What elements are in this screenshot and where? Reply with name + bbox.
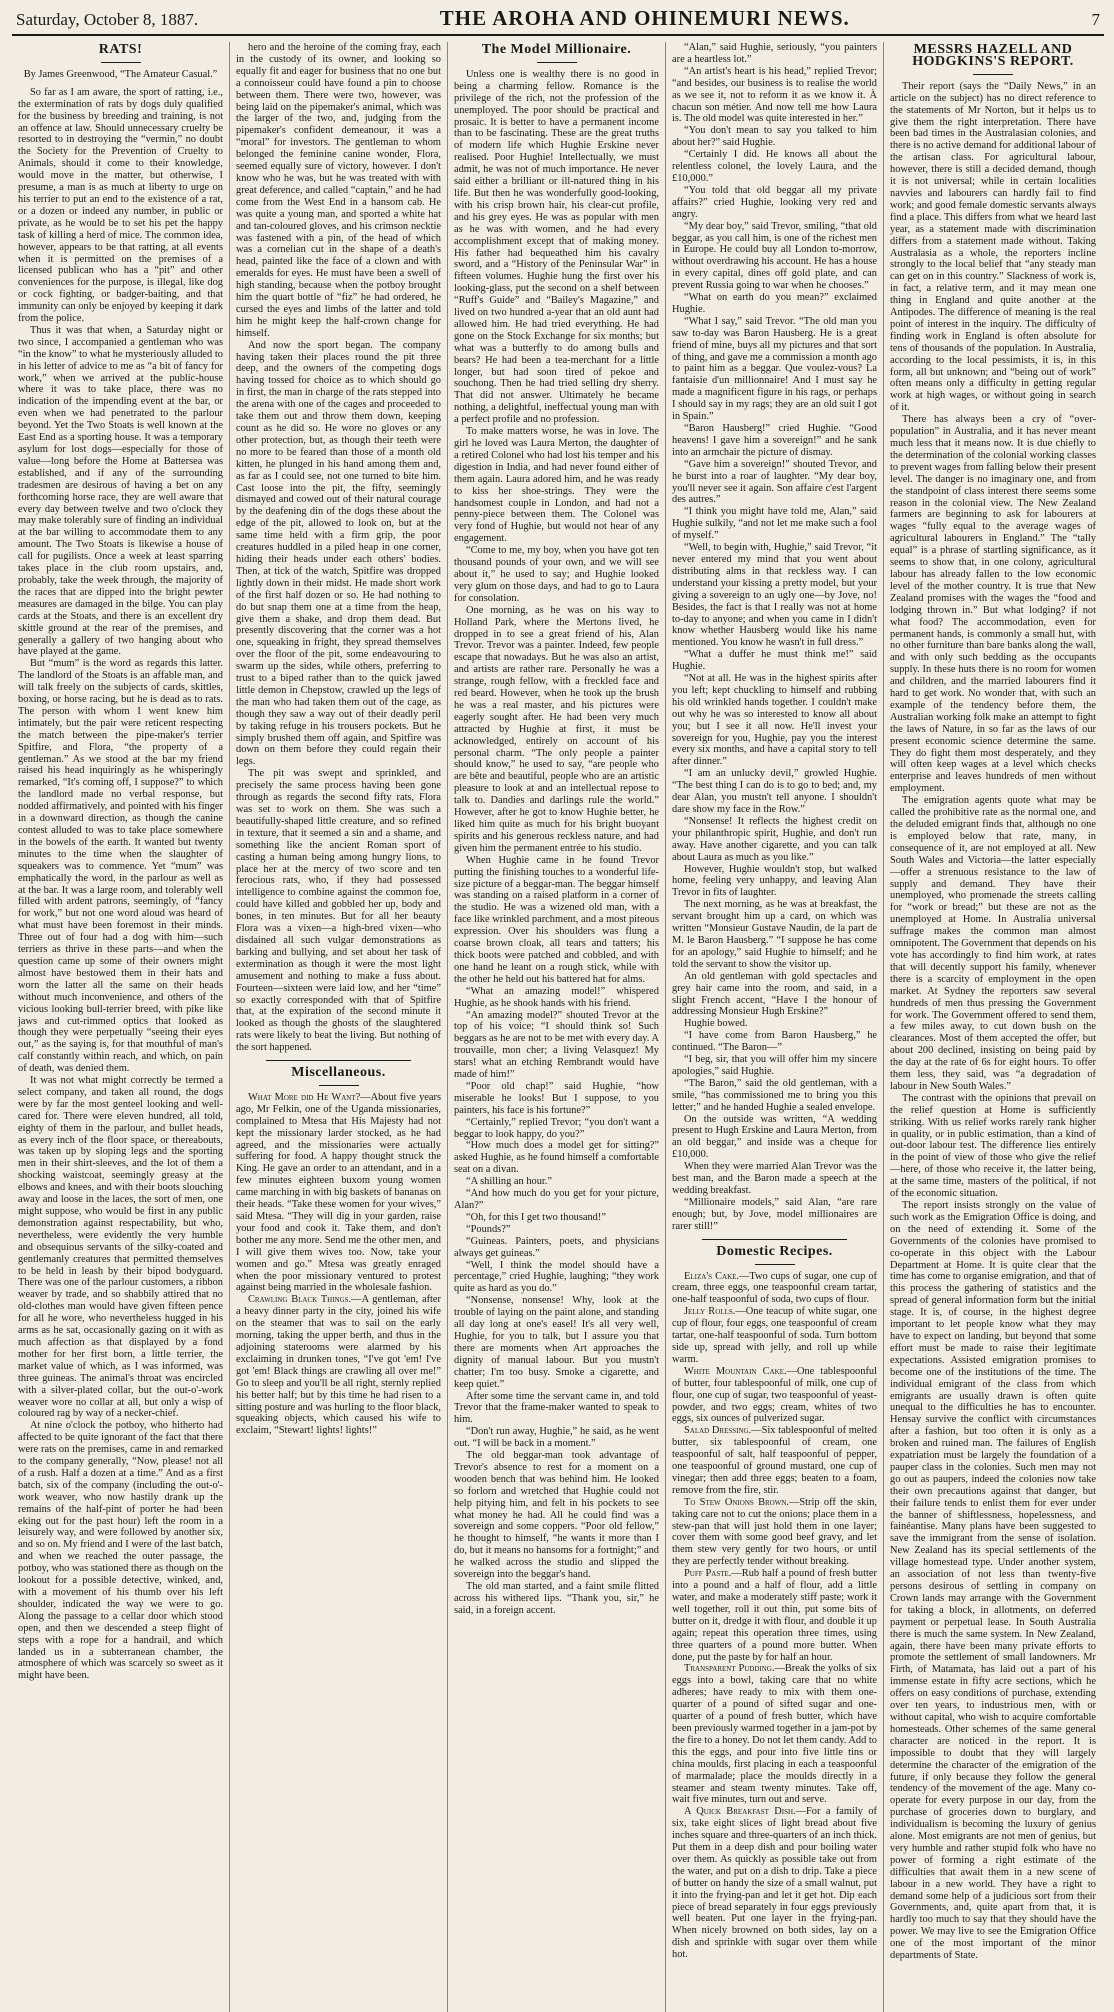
article-paragraph: But “mum” is the word as regards this latter. The landlord of the Stoats is an affable man, and will talk freely on the subjects of cards, skittles, boxing, or horse racing, but he is dead as to rats. The person with whom I went knew him intimately, but the pair were reticent respecting the match between the pipe-maker's terrier Spitfire, and Flora, “the property of a gentleman.” As we stood at the bar my friend raised his head inquiringly as he whisperingly remarked, “It's coming off, I suppose?” to which the landlord made no verbal response, but nodded affirmatively, and pointed with his finger in a downward direction, as though the canine contest alluded to was to take place somewhere in the bowels of the earth. It wanted but twenty minutes to the time when the slaughter of squeakers was to commence. Yet “mum” was emphatically the word, in the parlour as well as at the bar. It was a large room, and tolerably well filled with ardent patrons, seemingly, of “fancy for work,” but not one word aloud was heard of what must have been foremost in their minds. Three out of four had a dog with him—such terriers as thrive in these parts—and when the question came up some of their owners might almost have bestowed them in their hats and worn the latter all the same on their heads without much inconvenience, and others of the vicious looking bull-terrier breed, with pike like jaws and cut-rimmed optics that looked as though they were perpetually “seeing their eyes out,” as the saying is, for that mouthful of man's calf constantly within reach, and which, on pain of death, was denied them. — [18, 658, 223, 1075]
article-paragraph: “What I say,” said Trevor. “The old man you saw to-day was Baron Hausberg. He is a great friend of mine, buys all my pictures and that sort of thing, and gave me a commission a month ago to paint him as a beggar. Que voulez-vous? La fantaisie d'un millionnaire! And I must say he made a magnificent figure in his rags, or perhaps I should say in my rags; they are an old suit I got in Spain.” — [672, 315, 877, 423]
article-title-rats: RATS! — [98, 42, 143, 57]
recipe-item — [672, 1663, 877, 1806]
article-paragraph: So far as I am aware, the sport of ratting, i.e., the extermination of rats by dogs duly qualified for the business by breeding and training, is not an offence at law. Should unnecessary cruelty be resorted to in destroying the “vermin,” no doubt the Society for the Prevention of Cruelty to Animals, should it come to their knowledge, would move in the matter, but otherwise, I presume, a man is as much at liberty to urge on his terrier to put an end to the existence of a rat, or a dozen or indeed any number, in public or private, as he would be to set his pet the happy task of killing a herd of mice. The common idea, however, appears to be that ratting, at all events when it is permitted on the premises of a licensed publican who has a “pit” and other conveniences for the purpose, is illegal, like dog or cock fighting, or badger-baiting, and that immunity can only be enjoyed by keeping it dark from the police. — [18, 86, 223, 325]
recipe-item — [672, 1806, 877, 1961]
article-paragraph: hero and the heroine of the coming fray, each in the custody of its owner, and looking so equally fit and eager for business that no one but a connoisseur could have found a pin to choose between them. There were two, however, was being laid on the pipemaker's animal, which was the larger of the two, and, judging from the pipemaker's confident demeanour, it was a “moral” for investors. The gentleman to whom belonged the feminine canine wonder, Flora, seemed equally sure of victory, however. I don't know who he was, but he was treated with with great deference, and called “captain,” and he had come from the West End in a hansom cab. He was quite a young man, and sported a white hat and tan-coloured gloves, and his crimson necktie was fastened with a pin, of the head of which was a cornelian cut in the shape of a death's head, painted like the face of a clown and with emeralds for eyes. He must have been a swell of high standing, because when the potboy brought him the quart bottle of “fiz” he had ordered, he cursed the eyes and limbs of the latter and told him he might keep the half-crown change for himself. — [236, 42, 441, 339]
recipe-body: —Rub half a pound of fresh butter into a pound and a half of flour, add a little water, and make a moderately stiff paste; work it well together, roll it out thin, put some bits of butter on it, dredge it with flour, and double it up again; repeat this operation three times, using three quarters of a pound more butter. When done, put the paste by for half an hour. — [672, 1568, 877, 1663]
article-paragraph: An old gentleman with gold spectacles and grey hair came into the room, and said, in a slight French accent, “Have I the honour of addressing Monsieur Hugh Erskine?” — [672, 970, 877, 1018]
recipe-item — [672, 1497, 877, 1568]
article-paragraph: “Certainly,” replied Trevor; “you don't want a beggar to look happy, do you?” — [454, 1116, 659, 1140]
article-paragraph: On the outside was written, “A wedding present to Hugh Erskine and Laura Merton, from an old beggar,” and inside was a cheque for £10,000. — [672, 1113, 877, 1161]
recipe-body: —One tablespoonful of butter, four tablespoonful of milk, one cup of flour, one cup of sugar, two teaspoonful of yeast-powder, and two eggs; cream, whites of two eggs, six ounces of pulverized sugar. — [672, 1365, 877, 1425]
article-paragraph: The emigration agents quote what may be called the prohibitive rate as the normal one, and the deluded emigrant finds that, although no one is employed below that rate, many, in consequence of it, are not employed at all. New South Wales and Victoria—the latter especially—offer a strenuous resistance to the law of supply and demand. They have their unemployed, who promenade the streets calling for “work or bread;” but these are not as the unemployed at Home. In Australia universal suffrage makes the common man almost omnipotent. The Government that depends on his vote has accordingly to find him work, at rates that will decently support his family, whenever there is a scarcity of employment in the open market. At Sydney the reporters saw several hundreds of men thus pressing the Government for work. The Government offered to send them, a few miles away, to cut down bush on the clearances. Most of them accepted the offer, but about 200 declined, insisting on being paid by the day at the rate of 6s for eight hours. To offer them less, they said, was “a degradation of labour in New South Wales.” — [890, 795, 1096, 1092]
article-paragraph: There has always been a cry of “over-population” in Australia, and it has never meant much less that it means now. It is due chiefly to the determination of the colonial working classes to prevent wages from falling below their present level. The danger is no imaginary one, and from the standpoint of class interest there seems some reason in the colonial view. The New Zealand farmers are beginning to ask for labourers at wages “fully equal to the average wages of agricultural labourers in England.” The “tally equal” is a phrase of startling significance, as it seems to show that, in one colony, agricultural labour has already fallen to the low economic level of the mother country. It is true that New Zealand promises with the wages the “food and lodging thrown in.” But what lodging? if not what food? The accommodation, even for permanent hands, is commonly a small hut, with no other furniture than bare banks along the wall, and with only such bedding as the occupants supply. In these huts there is no room for women and children, and the married labourers find it hard to get work. No wonder that, with such an example of the tendency before them, the Australian working folk make an attempt to fight the laws of Nature, in so far as the laws of our present economic science determine the same. They do fight them most desperately, and they will often keep wages at a level which checks enterprise and leaves hundreds of men without employment. — [890, 414, 1096, 795]
article-paragraph: “Pounds?” — [466, 1223, 511, 1235]
article-paragraph: The contrast with the opinions that prevail on the relief question at Home is sufficiently striking. With us relief works rarely rank higher in quality, or in public estimation, than a kind of out-door labour test. The difference lies entirely in the point of view of those who give the relief—here, of those who receive it, the latter being, at the same time, masters of the political, if not of the economic situation. — [890, 1092, 1096, 1200]
article-paragraph: One morning, as he was on his way to Holland Park, where the Mertons lived, he dropped in to see a great friend of his, Alan Trevor. Trevor was a painter. Indeed, few people escape that nowadays. But he was also an artist, and artists are rather rare. Personally he was a strange, rough fellow, with a freckled face and red beard. However, when he took up the brush he was a real master, and his pictures were eagerly sought after. He had been very much attracted by Hughie at first, it must be acknowledged, entirely on account of his personal charm. “The only people a painter should know,” he used to say, “are people who are bête and beautiful, people who are an artistic pleasure to look at and an intellectual repose to talk to. Dandies and darlings rule the world.” However, after he got to know Hughie better, he liked him quite as much for his bright buoyant spirits and his generous reckless nature, and had given him the permanent entrée to his studio. — [454, 604, 659, 854]
article-paragraph: When they were married Alan Trevor was the best man, and the Baron made a speech at the wedding breakfast. — [672, 1161, 877, 1196]
columns — [12, 42, 1104, 2012]
recipe-item — [672, 1568, 877, 1663]
article-paragraph: Unless one is wealthy there is no good in being a charming fellow. Romance is the privilege of the rich, not the profession of the unemployed. The poor should be practical and prosaic. It is better to have a permanent income than to be fascinating. These are the great truths of modern life which Hughie Erskine never realised. Poor Hughie! Intellectually, we must admit, he was not of much importance. He never said either a brilliant or ill-natured thing in his life. But then he was wonderfully good-looking, with his crisp brown hair, his clear-cut profile, and his grey eyes. He was as popular with men as he was with women, and he had every accomplishment except that of making money. His father had bequeathed him his cavalry sword, and a “History of the Peninsular War” in fifteen volumes. Hughie hung the first over his looking-glass, put the second on a shelf between “Ruff's Guide” and “Bailey's Magazine,” and lived on two hundred a-year that an old aunt had allowed him. He had tried everything. He had gone on the Stock Exchange for six months; but what was a butterfly to do among bulls and bears? He had been a tea-merchant for a little longer, but had soon tired of pekoe and souchong. Then he had tried selling dry sherry. That did not answer. Ultimately he became nothing, a delightful, ineffectual young man with a perfect profile and no profession. — [454, 68, 659, 426]
recipe-heading: To Stew Onions Brown. — [684, 1496, 789, 1508]
article-paragraph: The old beggar-man took advantage of Trevor's absence to rest for a moment on a wooden bench that was behind him. He looked so forlorn and wretched that Hughie could not help pitying him, and felt in his pockets to see what money he had. All he could find was a sovereign and some coppers. “Poor old fellow,” he thought to himself, “he wants it more than I do, but it means no hansoms for a fortnight;” and he walked across the studio and slipped the sovereign into the beggar's hand. — [454, 1450, 659, 1581]
article-paragraph: “Well, to begin with, Hughie,” said Trevor, “it never entered my mind that you went about distributing alms in that reckless way. I can understand your kissing a pretty model, but your giving a sovereign to an ugly one—by Jove, no! Besides, the fact is that I really was not at home to-day to anyone; and when you came in I didn't know whether Hausberg would like his name mentioned. You know he wasn't in full dress.” — [672, 542, 877, 649]
article-paragraph: “What an amazing model!” whispered Hughie, as he shook hands with his friend. — [454, 985, 659, 1009]
misc-item — [236, 1294, 441, 1437]
column-2 — [230, 42, 448, 2012]
misc-item-body: —A gentleman, after a heavy dinner party in the city, joined his wife on the steamer that was to sail on the early morning, taking the upper berth, and thus in the adjoining staterooms were alarmed by his exclaiming in drunken tones, “I've got 'em! I've got 'em! Black things are crawling all over me!” Go to sleep and you'll be all right, sternly replied his better half; but by this time he had risen to a sitting posture and was hurling to the floor black, squeaking objects, which caused his wife to exclaim, “Stewart! lights! lights!” — [236, 1294, 442, 1437]
page-number: 7 — [1091, 10, 1100, 29]
article-paragraph: “Not at all. He was in the highest spirits after you left; kept chuckling to himself and rubbing his old wrinkled hands together. I couldn't make out why he was so interested to know all about you; but I see it all now. He'll invest your sovereign for you, Hughie, pay you the interest every six months, and have a capital story to tell after dinner.” — [672, 673, 877, 768]
recipe-body: —Six tablespoonful of melted butter, six tablespoonful of cream, one teaspoonful of salt, half teaspoonful of pepper, one teaspoonful of ground mustard, one cup of vinegar; then add three eggs; beaten to a foam, remove from the fire, stir. — [672, 1425, 877, 1496]
article-paragraph: “Gave him a sovereign!” shouted Trevor, and he burst into a roar of laughter. “My dear boy, you'll never see it again. Son affaire c'est l'argent des autres.” — [672, 458, 877, 506]
column-5 — [884, 42, 1102, 2012]
recipe-heading: Transparent Pudding. — [684, 1663, 775, 1675]
recipe-heading: Eliza's Cake. — [684, 1270, 740, 1282]
divider — [319, 1085, 359, 1086]
article-paragraph: “Certainly I did. He knows all about the relentless colonel, the lovely Laura, and the £10,000.” — [672, 149, 877, 184]
misc-item — [236, 1092, 441, 1294]
article-paragraph: “I have come from Baron Hausberg,” he continued. “The Baron—” — [672, 1030, 877, 1054]
article-paragraph: “My dear boy,” said Trevor, smiling, “that old beggar, as you call him, is one of the richest men in Europe. He could buy all London to-morrow, without overdrawing his account. He has a house in every capital, dines off gold plate, and can prevent Russia going to war when he chooses.” — [672, 220, 877, 292]
article-paragraph: “Guineas. Painters, poets, and physicians always get guineas.” — [454, 1235, 659, 1259]
recipe-body: —One teacup of white sugar, one cup of flour, four eggs, one teaspoonful of cream tartar, one-half teaspoonful of soda. Turn bottom side up, spread with jelly, and roll up while warm. — [672, 1306, 877, 1365]
recipe-body: —Two cups of sugar, one cup of cream, three eggs, one teaspoonful cream tartar, one-half teaspoonful of soda, two cups of flour. — [672, 1270, 878, 1306]
article-paragraph: The pit was swept and sprinkled, and precisely the same process having been gone through as regards the second fifty rats, Flora was set to work on them. She was such a beautifully-shaped little creature, and so refined in texture, that it seemed a sin and a shame, and something like the ancient Roman sport of casting a human being among hungry lions, to place her at the mercy of two score and ten ferocious rats, who, if they had possessed intelligence to combine against the common foe, could have killed and gobbled her up, body and bones, in ten minutes. But for all her beauty Flora was a vixen—a high-bred vixen—who disdained all such vulgar demonstrations as barking and bullying, and set about her task of extermination as though it were the most light amusement and nothing to make a fuss about. Fourteen—sixteen were laid low, and her “time” so exactly corresponded with that of Spitfire that, at the expiration of the second minute it looked as though the ghosts of the slaughtered rats were likely to beat the living. But nothing of the sort happened. — [236, 768, 441, 1054]
recipe-heading: White Mountain Cake. — [684, 1365, 787, 1377]
divider — [537, 62, 577, 63]
recipe-item — [672, 1306, 877, 1366]
divider — [973, 74, 1013, 75]
recipe-heading: A Quick Breakfast Dish. — [684, 1806, 796, 1818]
recipe-item — [672, 1425, 877, 1496]
article-paragraph: “I think you might have told me, Alan,” said Hughie sulkily, “and not let me make such a fool of myself.” — [672, 506, 877, 542]
article-paragraph: The report insists strongly on the value of such work as the Emigration Office is doing, and on the need of extending it. Some of the Governments of the colonies have promised to co-operate in this object with the Labour Department at Home. It is quite clear that the time has come to organise emigration, and that of this process the gathering of statistics and the spread of general information form but the initial stage. It is, of course, in the highest degree important to let people know what they may have to expect on landing, but beyond that some effort must be made to raise their legitimate expectations. Assisted emigration promises to become one of the institutions of the time. The individual emigrant of the class from which emigrants are usually drawn is often quite unequal to the difficulties he has to encounter. Hensay survive the conflict with circumstances after a fashion, but too often it is only as a broken and ruined man. The failures of English expatriation must be largely the foundation of a pauper class in the colonies. Such men may not go out as paupers, indeed the colonies now take their own precautions against that danger, but their failure tends to enlist them for ever under the banner of shiftlessness, hopelessness, and fainéantise. Many plans have been suggested to save the immigrant from the sense of isolation. New Zealand has its special settlements of the village homestead type. Under another system, an association of not less than twenty-five persons desirous of settling in company on Crown lands may arrange with the Government for taking a block, in allotments, on deferred payment or perpetual lease. In South Australia there is much the same system. In New Zealand, again, there have been many private efforts to promote the settlement of small landowners. Mr Firth, of Matamata, has laid out a part of his immense estate in fifty acre sections, which he offers on easy conditions of purchase, extending over ten years, to industrious men, with or without capital, who wish to acquire comfortable homesteads. Other schemes of the same general character are noticed in the report. It is impossible to doubt that they will largely determine the character of the emigration of the future, if only because they follow the general tendency of the movement of the age. Many co-operate for every purpose in our day, from the purchase of groceries down to burglary, and individualism is becoming the luxury of genius alone. Most emigrants are not men of genius, but very humble and rather stupid folk who have no power of forming a right estimate of the difficulties that await them in a new scene of labour in a new world. They have a right to demand some help of a judicious sort from their Governments, and, quite apart from that, it is hardly too much to say that they should have the power. We may live to see the Emigration Office one of the most important of the minor departments of State. — [890, 1200, 1096, 1962]
article-paragraph: “What on earth do you mean?” exclaimed Hughie. — [672, 292, 877, 315]
article-title-model-millionaire: The Model Millionaire. — [481, 42, 632, 57]
article-paragraph: It was not what might correctly be termed a select company, and taken all round, the dogs were by far the most genteel looking and well-cared for. There were eleven hundred, all told, eighty of them in the parlour, and bullet heads, as every inch of the floor space, or thereabouts, was taken up by sloping legs and the sporting men in their shirt-sleeves, and the lot of them a shocking waistcoat, seemingly greasy at the elbows and knees, and with their boots slouching away and loose in the laces, the sort of men, one might suppose, who would be first in any public demonstration against respectability, but who, nevertheless, were evidently the very humble and obsequious servants of the silky-coated and gentlemanly creatures that permitted themselves to be held in leash by their bipod bodyguard. There was one of the parlour customers, a ribbon weaver by trade, and so shabbily attired that no old-clothes man would have given fifteen pence for all he wore, who nevertheless hugged in his arms as he sat, occasionally gazing on it with as much affection as that displayed by a fond mother for her first born, a little terrier, the market value of which, as I was informed, was three guineas. The animal's throat was encircled with a silver-plated collar, but the out-o'-work weaver wore no collar at all, but only a wisp of coloured rag by way of a necker-chief. — [18, 1075, 223, 1420]
section-title-miscellaneous: Miscellaneous. — [291, 1065, 386, 1081]
article-paragraph: “I beg, sir, that you will offer him my sincere apologies,” said Hughie. — [672, 1054, 877, 1077]
misc-item-body: —About five years ago, Mr Felkin, one of the Uganda missionaries, complained to Mtesa that His Majesty had not kept the missionary larder stocked, as he had agreed, and the missionaries were actually suffering for food. A happy thought struck the King. He gave an order to an attendant, and in a few minutes eighteen buxom young women came marching in with big baskets of bananas on their heads. “Take these women for your wives,” said Mtesa. “They will dig in your garden, raise your food and cook it. Take them, and don't bother me any more. Send me the other men, and I will give them wives too. Now, take your women and go.” Mtesa was greatly enraged when the poor missionary ventured to protest against being married in the wholesale fashion. — [236, 1091, 441, 1294]
article-paragraph: “Alan,” said Hughie, seriously, “you painters are a heartless lot.” — [672, 42, 877, 65]
article-paragraph: “Poor old chap!” said Hughie, “how miserable he looks! But I suppose, to you painters, his face is his fortune?” — [454, 1080, 659, 1116]
article-paragraph: At nine o'clock the potboy, who hitherto had affected to be quite ignorant of the fact that there were rats on the premises, came in and remarked to the company generally, “Now, please! not all of a rush. Half a dozen at a time.” And as a first batch, six of the company (including the out-o'-work weaver, who now hastily drank up the remains of the half-pint of porter he had been eking out for the past hour) left the room in a leisurely way, and were followed by another six, and so on. My friend and I were of the last batch, and when we reached the outer passage, the potboy, who was stationed there as though on the lookout for a possible detective, winked, and, with a movement of his thumb over his left shoulder, indicated the way we were to go. Along the passage to a cellar door which stood open, and then we descended a steep flight of steps with a rope for a handrail, and which landed us in a subterranean chamber, the atmosphere of which was scarcely so sweet as it might have been. — [18, 1420, 223, 1682]
article-paragraph: Their report (says the “Daily News,” in an article on the subject) has no direct reference to the statements of Mr Norton, but it helps us to give them the right interpretation. There have been bad times in the Australasian colonies, and there is no active demand for additional labour of the artisan class. For agricultural labour, however, there is still a decided demand, though it is not universal; while in certain localities navvies and labourers can hardly fail to find work; and good female domestic servants always find a place. This differs from what we heard last year, as a statement made with discrimination differs from a statement made without. Taking Australasia as a whole, the reporters incline strongly to the local belief that “any steady man can get on in this country.” Slackness of work is, in fact, a relative term, and it may mean one thing in England and quite another at the Antipodes. The difference of meaning is the real point of interest in the inquiry. The difficulty of finding work in England is often absolute for tens of thousands of the population. In Australia, according to the local pessimists, it is, in this form, all but unknown; and “being out of work” often means only a difficulty in getting regular work at high wages, or without going in search of it. — [890, 80, 1096, 414]
article-paragraph: “Millionaire models,” said Alan, “are rare enough; but, by Jove, model millionaires are rarer still!” — [672, 1196, 877, 1232]
article-paragraph: “Well, I think the model should have a percentage,” cried Hughie, laughing; “they work quite as hard as you do.” — [454, 1259, 659, 1295]
newspaper-title: THE AROHA AND OHINEMURI NEWS. — [439, 6, 850, 30]
recipe-item — [672, 1366, 877, 1426]
article-paragraph: And now the sport began. The company having taken their places round the pit three deep, and the owners of the competing dogs having tossed for choice as to which should go in first, the man in charge of the rats stepped into the arena with one of the cages and proceeded to take them out and throw them down, keeping count as he did so. He wore no gloves or any other protection, but, as though their teeth were no more to be feared than those of a month old kitten, he plunged in his hand among them and, as far as I could see, not one turned to bite him. Cast loose into the pit, the fifty, seemingly dismayed and cowed out of their natural courage by the deafening din of the dogs these about the edge of the pit, allowed to look on, but at the same time held with a firm grip, the poor creatures huddled in a piled heap in one corner, hiding their heads under each others' bodies. Then, at tick of the watch, Spitfire was dropped lightly down in their midst. He made short work of the first half dozen or so. He had nothing to do but snap them one at a time from the heap, give them a shake, and drop them dead. But presently discovering that the corner was a hot one, squeaking in fright, they spread themselves over the floor of the pit, some endeavouring to swarm up the sides, while others, preferring to trust to a biped rather than to the quick jawed little demon in Chepstow, crawled up the legs of the man who had taken them out of the cage, as though they saw a way out of their deadly peril by taking refuge in his trousers pockets. But he simply brushed them off again, and Spitfire was down on them before they could regain their legs. — [236, 339, 441, 768]
column-3 — [448, 42, 666, 2012]
masthead — [12, 6, 1104, 36]
misc-item-heading: What More did He Want? — [248, 1091, 361, 1103]
article-paragraph: “You don't mean to say you talked to him about her?” said Hughie. — [672, 125, 877, 149]
column-1 — [12, 42, 230, 2012]
article-paragraph: “A shilling an hour.” — [466, 1176, 553, 1188]
recipe-body: —Strip off the skin, taking care not to cut the onions; place them in a stew-pan that will just hold them in one layer; cover them with some good beef gravy, and let them stew very gently for two hours, or until they are perfectly tender without breaking. — [672, 1496, 877, 1568]
article-paragraph: “The Baron,” said the old gentleman, with a smile, “has commissioned me to bring you this letter;” and he handed Hughie a sealed envelope. — [672, 1077, 877, 1113]
article-paragraph: “Nonsense, nonsense! Why, look at the trouble of laying on the paint alone, and standing all day long at one's easel! It's all very well, Hughie, for you to talk, but I assure you that there are moments when Art approaches the dignity of manual labour. But you mustn't chatter; I'm too busy. Smoke a cigarette, and keep quiet.” — [454, 1295, 659, 1390]
misc-item-heading: Crawling Black Things. — [248, 1294, 352, 1306]
column-4 — [666, 42, 884, 2012]
article-title-hazell-hodgkins-report: MESSRS HAZELL AND HODGKINS'S REPORT. — [912, 42, 1074, 69]
recipe-heading: Salad Dressing. — [684, 1425, 752, 1437]
article-paragraph: “Come to me, my boy, when you have got ten thousand pounds of your own, and we will see about it,” he used to say; and Hughie looked very glum on those days, and had to go to Laura for consolation. — [454, 545, 659, 604]
article-paragraph: However, Hughie wouldn't stop, but walked home, feeling very unhappy, and leaving Alan Trevor in fits of laughter. — [672, 863, 877, 899]
article-paragraph: To make matters worse, he was in love. The girl he loved was Laura Merton, the daughter of a retired Colonel who had lost his temper and his digestion in India, and had never found either of them again. Laura adored him, and he was ready to kiss her shoe-strings. They were the handsomest couple in London, and had not a penny-piece between them. The Colonel was very fond of Hughie, but would not hear of any engagement. — [454, 426, 659, 545]
article-paragraph: The old man started, and a faint smile flitted across his withered lips. “Thank you, sir,” he said, in a foreign accent. — [454, 1581, 659, 1616]
article-paragraph: “What a duffer he must think me!” said Hughie. — [672, 649, 877, 673]
article-paragraph: The next morning, as he was at breakfast, the servant brought him up a card, on which was written “Monsieur Gustave Naudin, de la part de M. le Baron Hausberg.” “I suppose he has come for an apology,” said Hughie to himself; and he told the servant to show the visitor up. — [672, 899, 877, 970]
divider — [101, 62, 141, 63]
article-paragraph: “An amazing model?” shouted Trevor at the top of his voice; “I should think so! Such beggars as he are not to be met with every day. A trouvaille, mon cher; a living Velasquez! My stars! what an etching Rembrandt would have made of him!” — [454, 1009, 659, 1081]
article-paragraph: “Oh, for this I get two thousand!” — [466, 1211, 606, 1223]
recipe-heading: Puff Paste. — [684, 1568, 732, 1580]
article-paragraph: “How much does a model get for sitting?” asked Hughie, as he found himself a comfortable seat on a divan. — [454, 1140, 659, 1176]
divider — [266, 1060, 411, 1061]
article-byline: By James Greenwood, “The Amateur Casual.” — [23, 68, 218, 80]
recipe-body: —Break the yolks of six eggs into a bowl, taking care that no white adheres; have ready to mix with them one-quarter of a pound of sifted sugar and one-quarter of a pound of fresh butter, which have been previously warmed together in a jam-pot by the fire to a honey. Do not let them candy. Add to this the eggs, and pour into five little tins or china moulds, first placing in each a teaspoonful of marmalade; place the moulds directly in a steamer and steam twenty minutes. Take off, wait five minutes, turn out and serve. — [672, 1663, 877, 1806]
article-paragraph: “I am an unlucky devil,” growled Hughie. “The best thing I can do is to go to bed; and, my dear Alan, you mustn't tell anyone. I shouldn't dare show my face in the Row.” — [672, 768, 877, 815]
article-paragraph: “Don't run away, Hughie,” he said, as he went out. “I will be back in a moment.” — [454, 1426, 659, 1450]
issue-date: Saturday, October 8, 1887. — [16, 10, 199, 29]
article-paragraph: “Baron Hausberg!” cried Hughie. “Good heavens! I gave him a sovereign!” and he sank into an armchair the picture of dismay. — [672, 423, 877, 458]
article-paragraph: “Nonsense! It reflects the highest credit on your philanthropic spirit, Hughie, and don't run away. Have another cigarette, and you can talk about Laura as much as you like.” — [672, 815, 877, 863]
article-paragraph: “An artist's heart is his head,” replied Trevor; “and besides, our business is to realise the world as we see it, not to reform it as we know it. À chacun son métier. And now tell me how Laura is. The old model was quite interested in her.” — [672, 65, 877, 125]
article-paragraph: “You told that old beggar all my private affairs?” cried Hughie, looking very red and angry. — [672, 184, 877, 220]
divider — [702, 1239, 847, 1240]
recipe-heading: Jelly Rolls. — [684, 1306, 736, 1318]
article-paragraph: “And how much do you get for your picture, Alan?” — [454, 1188, 659, 1211]
article-paragraph: Hughie bowed. — [684, 1018, 748, 1030]
divider — [755, 1264, 795, 1265]
article-paragraph: When Hughie came in he found Trevor putting the finishing touches to a wonderful life-size picture of a beggar-man. The beggar himself was standing on a raised platform in a corner of the studio. He was a wizened old man, with a face like wrinkled parchment, and a most piteous expression. Over his shoulders was flung a coarse brown cloak, all tears and tatters; his thick boots were patched and cobbled, and with one hand he leant on a rough stick, while with the other he held out his battered hat for alms. — [454, 854, 659, 985]
article-paragraph: Thus it was that when, a Saturday night or two since, I accompanied a gentleman who was “in the know” to what he mysteriously alluded to in his letter of advice to me as “a bit of fancy for work,” when we arrived at the public-house where it was to take place, there was no indication of the impending event at the bar, or even when we had penetrated to the parlour beyond. Yet the Two Stoats is well known at the East End as a sporting house. It was a temporary asylum for lost dogs—especially for those of value—long before the Home at Battersea was established, and if any of the surrounding tradesmen are desirous of having a bet on any forthcoming horse race, they are well aware that every day between twelve and two o'clock they may make tolerably sure of finding an individual at the bar willing to accommodate them to any amount. The Two Stoats is likewise a house of call for pugilists. Once a week at least sparring takes place in the club room upstairs, and, probably, take the week through, the majority of the races that are dipped into the bright pewter measures are damaged in the bilge. You can play cards at the Stoats, and there is an excellent dry skittle ground at the rear of the premises, and generally a gallery of two hanging about who have played at the game. — [18, 324, 223, 658]
recipe-body: —For a family of six, take eight slices of light bread about five inches square and three-quarters of an inch thick. Put them in a deep dish and pour boiling water over them. As quickly as possible take out from the water, and put on a dish to drip. Take a piece of butter on handy the size of a small walnut, put it into the frying-pan and let it get hot. Dip each piece of bread separately in four eggs previously well beaten. Put one layer in the frying-pan. When nicely browned on both sides, lay on a dish and sprinkle with sugar over them while hot. — [672, 1806, 877, 1961]
section-title-domestic-recipes: Domestic Recipes. — [716, 1243, 833, 1259]
article-paragraph: After some time the servant came in, and told Trevor that the frame-maker wanted to speak to him. — [454, 1390, 659, 1426]
recipe-item — [672, 1271, 877, 1307]
